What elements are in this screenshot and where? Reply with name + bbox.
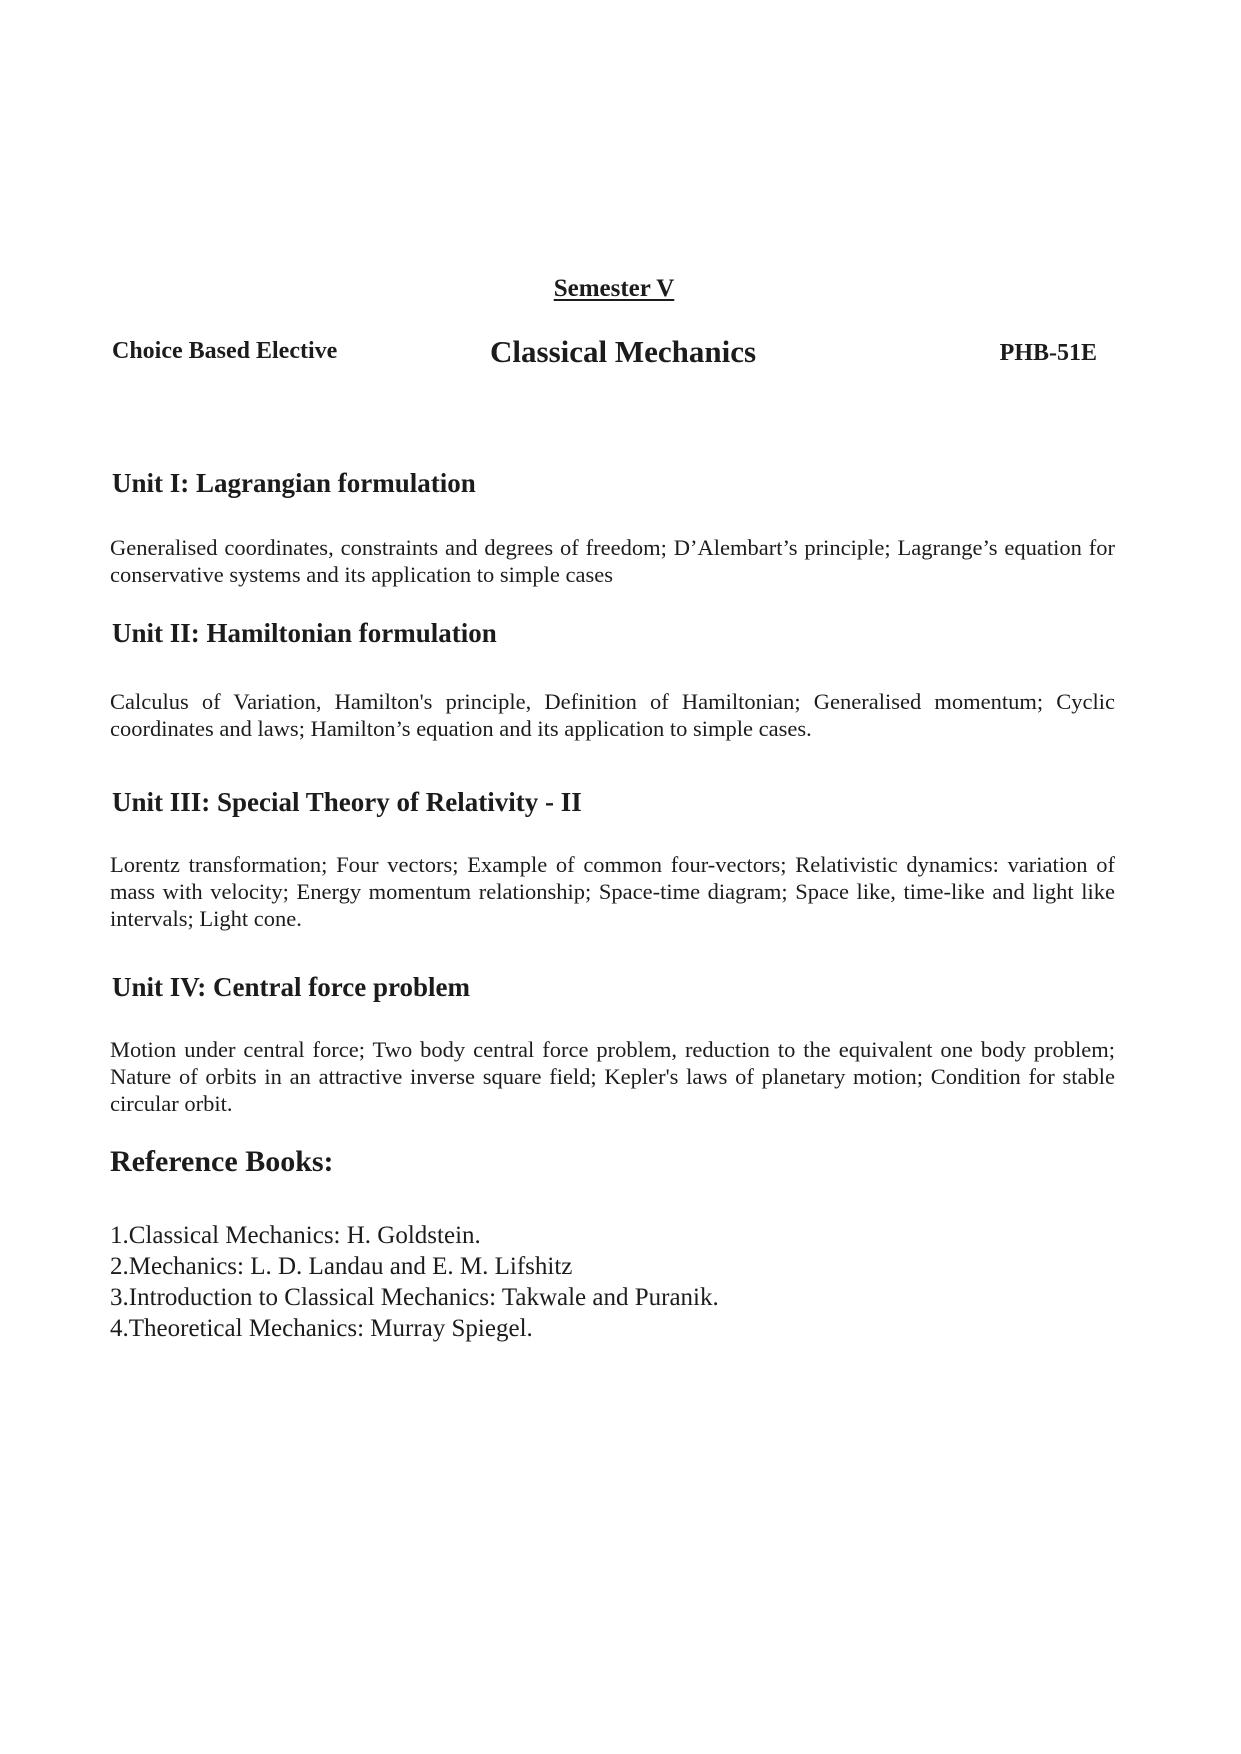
course-code: PHB-51E <box>999 340 1097 366</box>
reference-books-heading: Reference Books: <box>110 1145 334 1178</box>
unit-description: Calculus of Variation, Hamilton's principle, Definition of Hamiltonian; Generalised momentum; Cyclic coordinates and laws; Hamilton’s equation and its application to simple cases. <box>110 689 1115 741</box>
course-header <box>112 334 1097 374</box>
unit-heading: Unit IV: Central force problem <box>112 972 470 1002</box>
reference-books-list <box>110 1220 719 1344</box>
reference-item: 1.Classical Mechanics: H. Goldstein. <box>110 1222 481 1249</box>
course-title: Classical Mechanics <box>490 334 757 369</box>
unit-heading: Unit III: Special Theory of Relativity - II <box>112 787 582 817</box>
semester-title: Semester V <box>553 275 675 302</box>
unit-description: Generalised coordinates, constraints and degrees of freedom; D’Alembart’s principle; Lagrange’s equation for conservative systems and its application to simple cases <box>110 535 1115 587</box>
unit-heading: Unit II: Hamiltonian formulation <box>112 618 497 648</box>
reference-item: 3.Introduction to Classical Mechanics: Takwale and Puranik. <box>110 1284 719 1311</box>
reference-item: 4.Theoretical Mechanics: Murray Spiegel. <box>110 1315 533 1342</box>
course-category: Choice Based Elective <box>112 338 338 364</box>
reference-item: 2.Mechanics: L. D. Landau and E. M. Lifshitz <box>110 1253 573 1280</box>
unit-description: Motion under central force; Two body central force problem, reduction to the equivalent one body problem; Nature of orbits in an attractive inverse square field; Kepler's laws of planetary motion; Condition for stable circular orbit. <box>110 1037 1115 1116</box>
unit-heading: Unit I: Lagrangian formulation <box>112 468 476 498</box>
unit-description: Lorentz transformation; Four vectors; Example of common four-vectors; Relativistic dynamics: variation of mass with velocity; Energy momentum relationship; Space-time diagram; Space like, time-like and light like intervals; Light cone. <box>110 852 1115 931</box>
